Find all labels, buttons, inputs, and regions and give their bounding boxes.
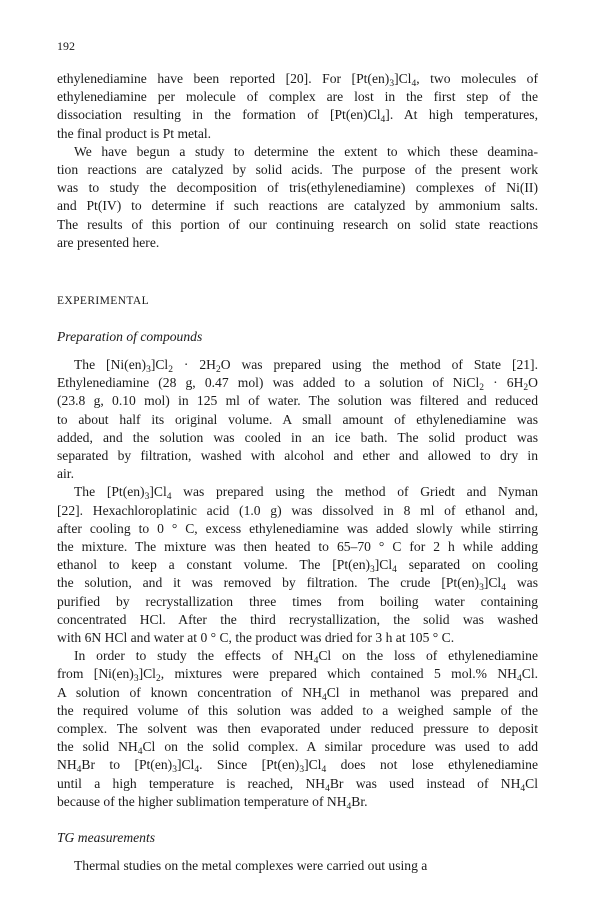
- text-line: the final product is Pt metal.: [57, 125, 212, 141]
- text-line: the solid $NH_4Cl$ on the solid complex. A similar procedure was used to add: [57, 739, 538, 758]
- subsection-heading-tg: TG measurements: [57, 830, 156, 845]
- intro-paragraph: [57, 70, 538, 143]
- text-line: because of the higher sublimation temperature of $NH_4Br$.: [57, 793, 368, 812]
- text-line: are presented here.: [57, 234, 160, 250]
- text-line: with 6N HCl and water at 0 ° C, the product was dried for 3 h at 105 ° C.: [57, 629, 455, 645]
- text-line: A solution of known concentration of $NH_4Cl$ in methanol was prepared and: [57, 684, 538, 703]
- text-line: In order to study the effects of $NH_4Cl$ on the loss of ethylenediamine: [74, 648, 538, 667]
- text-line: purified by recrystallization three times from boiling water containing: [57, 593, 538, 609]
- text-line: and Pt(IV) to determine if such reactions are catalyzed by ammonium salts.: [57, 198, 538, 214]
- text-line: to about half its original volume. A small amount of ethylenediamine was: [57, 411, 538, 427]
- text-line: after cooling to 0 ° C, excess ethylenediamine was added slowly while stirring: [57, 520, 538, 536]
- paragraph-tg: [57, 857, 538, 875]
- text-line: concentrated HCl. After the third recrystallization, the solid was washed: [57, 611, 538, 627]
- text-line: until a high temperature is reached, $NH_4Br$ was used instead of $NH_4Cl$: [57, 775, 538, 794]
- paragraph-ni-preparation: [57, 356, 538, 483]
- text-line: added, and the solution was cooled in an ice bath. The solid product was: [57, 429, 538, 445]
- page-number: 192: [57, 39, 75, 53]
- text-line: the mixture. The mixture was then heated to 65–70 ° C for 2 h while adding: [57, 538, 538, 554]
- text-line: $NH_4Br$ to $[Pt(en)_3]Cl_4$. Since $[Pt(en)_3]Cl_4$ does not lose ethylenediamine: [57, 757, 538, 776]
- text-line: Ethylenediamine (28 g, 0.47 mol) was added to a solution of NiCl$_2$ · $6H_2O$: [57, 375, 538, 394]
- text-line: The results of this portion of our continuing research on solid state reactions: [57, 216, 538, 232]
- text-line: separated by filtration, washed with alcohol and ether and allowed to dry in: [57, 447, 538, 463]
- text-line: ethylenediamine have been reported [20]. For $[Pt(en)_3]Cl_4$, two molecules of: [57, 71, 539, 89]
- text-line: tion reactions are catalyzed by solid acids. The purpose of the present work: [57, 161, 538, 177]
- text-line: The $[Pt(en)_3]Cl_4$ was prepared using the method of Griedt and Nyman: [74, 484, 539, 503]
- text-line: air.: [57, 466, 74, 482]
- text-line: The $[Ni(en)_3]Cl_2 \cdot 2H_2O$ was prepared using the method of State [21].: [74, 357, 538, 375]
- paragraph-pt-preparation: [57, 483, 538, 647]
- text-line: the solution, and it was removed by filtration. The crude $[Pt(en)_3]Cl_4$ was: [57, 575, 538, 594]
- text-line: (23.8 g, 0.10 mol) in 125 ml of water. The solution was filtered and reduced: [57, 393, 538, 409]
- text-line: ethanol to keep a constant volume. The $[Pt(en)_3]Cl_4$ separated on cooling: [57, 557, 538, 576]
- text-line: complex. The solvent was then evaporated under reduced pressure to deposit: [57, 720, 538, 736]
- text-line: [22]. Hexachloroplatinic acid (1.0 g) was dissolved in 8 ml of ethanol and,: [57, 502, 538, 518]
- text-line: was to study the decomposition of tris(ethylenediamine) complexes of Ni(II): [57, 180, 538, 196]
- text-line: ethylenediamine per molecule of complex are lost in the first step of the: [57, 89, 538, 105]
- text-line: from $[Ni(en)_3]Cl_2$, mixtures were prepared which contained 5 mol.% $NH_4Cl$.: [57, 666, 538, 685]
- text-line: Thermal studies on the metal complexes were carried out using a: [74, 858, 428, 873]
- text-line: the required volume of this solution was added to a weighed sample of the: [57, 702, 538, 718]
- section-heading-experimental: EXPERIMENTAL: [57, 295, 150, 307]
- intro-paragraph-2: [57, 143, 538, 252]
- text-line: We have begun a study to determine the extent to which these deamina-: [74, 143, 538, 159]
- text-line: dissociation resulting in the formation of $[Pt(en)Cl_4]$. At high temperatures,: [57, 107, 538, 126]
- subsection-heading-preparation: Preparation of compounds: [57, 329, 203, 344]
- paragraph-ammonium-salts: [57, 647, 538, 811]
